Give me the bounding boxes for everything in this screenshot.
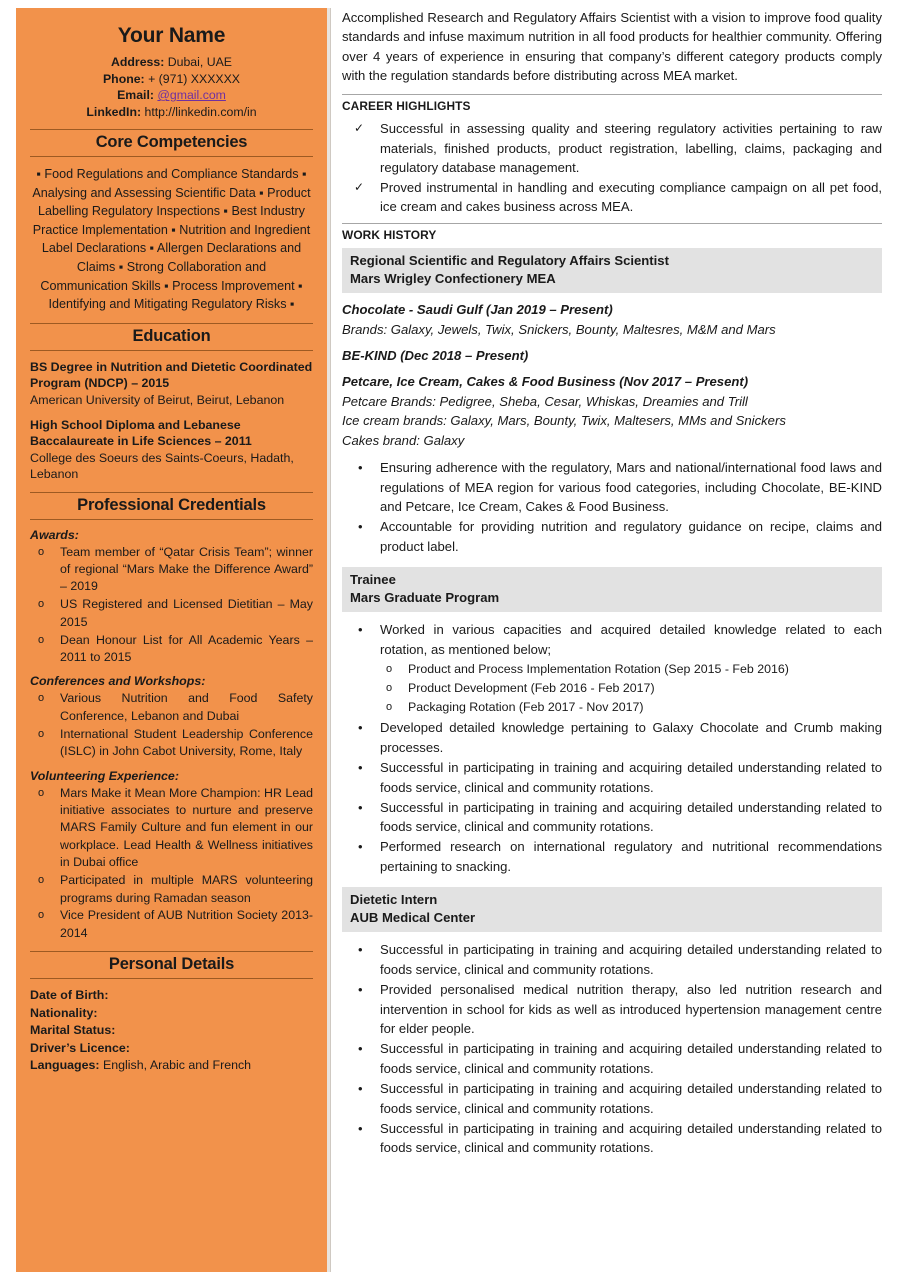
contact-address: [30, 54, 313, 71]
list-item: o US Registered and Licensed Dietitian – May 2015: [30, 596, 313, 631]
job-title: Regional Scientific and Regulatory Affairs Scientist: [350, 252, 669, 268]
core-competencies-text: ▪ Food Regulations and Compliance Standards ▪ Analysing and Assessing Scientific Data ▪ Product Labelling Regulatory Inspections ▪ Best Industry Practice Implementation ▪ Nutrition and Ingredient Label Declarations ▪ Allergen Declarations and Claims ▪ Strong Collaboration and Communication Skills ▪ Process Improvement ▪ Identifying and Mitigating Regulatory Risks ▪: [32, 167, 311, 312]
education-heading: Education: [30, 323, 313, 351]
work-history-heading: WORK HISTORY: [342, 223, 882, 242]
job-company: Mars Graduate Program: [350, 590, 500, 606]
phone-value: + (971) XXXXXX: [144, 71, 241, 86]
list-item: ✓ Proved instrumental in handling and executing compliance campaign on all pet food, ice cream and cakes business across MEA.: [342, 178, 882, 217]
career-highlights-heading: CAREER HIGHLIGHTS: [342, 94, 882, 113]
job-bullets: [342, 940, 882, 1158]
project-brands: Brands: Galaxy, Jewels, Twix, Snickers, Bounty, Maltesres, M&M and Mars: [342, 321, 776, 337]
education-item-title: BS Degree in Nutrition and Dietetic Coordinated Program (NDCP) – 2015: [30, 359, 313, 391]
volunteering-list: [30, 785, 313, 943]
phone-label: Phone:: [102, 71, 145, 86]
personal-detail-row: [30, 987, 313, 1005]
rotation-sublist: [380, 660, 882, 718]
credentials-heading: Professional Credentials: [30, 492, 313, 520]
list-item: o Dean Honour List for All Academic Years – 2011 to 2015: [30, 632, 313, 667]
job-title: Trainee: [350, 571, 396, 587]
work-history-entry: [342, 248, 882, 563]
contact-linkedin: [30, 104, 313, 121]
list-item: • Successful in participating in training and acquiring detailed understanding related to foods service, clinical and community rotations.: [342, 940, 882, 979]
email-link[interactable]: @gmail.com: [157, 88, 226, 102]
candidate-name: Your Name: [117, 24, 226, 47]
list-item: o Various Nutrition and Food Safety Conference, Lebanon and Dubai: [30, 690, 313, 725]
list-item-text: Worked in various capacities and acquired detailed knowledge related to each rotation, as mentioned below;: [380, 622, 882, 657]
credentials-group-label: Awards:: [30, 527, 79, 542]
education-item-institution: College des Soeurs des Saints-Coeurs, Hadath, Lebanon: [30, 450, 294, 482]
personal-detail-label: Driver’s Licence:: [30, 1040, 130, 1055]
personal-detail-label: Marital Status:: [30, 1023, 116, 1038]
main-column: [330, 0, 904, 1280]
personal-detail-value: English, Arabic and French: [99, 1058, 252, 1073]
personal-detail-label: Date of Birth:: [30, 988, 109, 1003]
linkedin-value: http://linkedin.com/in: [141, 104, 257, 119]
job-title: Dietetic Intern: [350, 891, 438, 907]
job-company: AUB Medical Center: [350, 910, 476, 926]
list-item: • Performed research on international regulatory and nutritional recommendations pertaining to snacking.: [342, 837, 882, 876]
address-value: Dubai, UAE: [164, 55, 232, 69]
list-item: • Successful in participating in training and acquiring detailed understanding related to foods service, clinical and community rotations.: [342, 1119, 882, 1158]
personal-details-list: [30, 987, 313, 1075]
career-highlights-list: [342, 119, 882, 217]
job-header-bar: [342, 887, 882, 932]
job-bullets: [342, 458, 882, 556]
list-item: o Team member of “Qatar Crisis Team”; winner of regional “Mars Make the Difference Award” – 2019: [30, 544, 313, 596]
job-header-bar: [342, 567, 882, 612]
education-item-title: High School Diploma and Lebanese Baccalaureate in Life Sciences – 2011: [30, 417, 252, 449]
project-title: Chocolate - Saudi Gulf (Jan 2019 – Present): [342, 302, 613, 318]
email-label: Email:: [117, 88, 154, 102]
address-label: Address:: [111, 55, 165, 69]
job-company: Mars Wrigley Confectionery MEA: [350, 270, 556, 286]
job-bullets: [342, 620, 882, 876]
professional-summary: Accomplished Research and Regulatory Affairs Scientist with a vision to improve food quality standards and infuse maximum nutrition in all food products for healthier community. Offering over 4 years of experience in ensuring that company’s different category products comply with the regulation standards before distributing across MEA market.: [342, 10, 882, 83]
education-item: [30, 417, 313, 483]
work-history-entry: [342, 567, 882, 883]
list-item: o Product Development (Feb 2016 - Feb 2017): [380, 679, 882, 698]
sidebar-container: [0, 0, 330, 1280]
job-header-bar: [342, 248, 882, 293]
list-item: o Product and Process Implementation Rotation (Sep 2015 - Feb 2016): [380, 660, 882, 679]
list-item: [342, 620, 882, 717]
education-item: [30, 359, 313, 408]
personal-detail-label: Languages:: [30, 1058, 100, 1073]
list-item: • Successful in participating in training and acquiring detailed understanding related to foods service, clinical and community rotations.: [342, 758, 882, 797]
list-item: o Mars Make it Mean More Champion: HR Lead initiative associates to nurture and preserve MARS Family Culture and fun element in our workplace. Lead Health & Wellness initiatives in Dubai office: [30, 785, 313, 872]
sidebar: [16, 8, 330, 1272]
list-item: • Successful in participating in training and acquiring detailed understanding related to foods service, clinical and community rotations.: [342, 798, 882, 837]
awards-list: [30, 544, 313, 667]
list-item: o International Student Leadership Conference (ISLC) in John Cabot University, Rome, Italy: [30, 726, 313, 761]
personal-detail-label: Nationality:: [30, 1005, 98, 1020]
project-brands: Cakes brand: Galaxy: [342, 432, 465, 448]
project-brands: Ice cream brands: Galaxy, Mars, Bounty, Twix, Maltesers, MMs and Snickers: [342, 413, 786, 429]
contact-email: [30, 87, 313, 104]
personal-detail-row: [30, 1040, 313, 1058]
list-item: o Participated in multiple MARS volunteering programs during Ramadan season: [30, 872, 313, 907]
personal-detail-row: [30, 1022, 313, 1040]
education-item-institution: American University of Beirut, Beirut, Lebanon: [30, 392, 285, 407]
personal-detail-row: [30, 1057, 313, 1075]
personal-details-heading: Personal Details: [30, 951, 313, 979]
list-item: o Packaging Rotation (Feb 2017 - Nov 2017): [380, 698, 882, 717]
credentials-group-label: Conferences and Workshops:: [30, 674, 206, 689]
project-title: Petcare, Ice Cream, Cakes & Food Business (Nov 2017 – Present): [342, 374, 749, 390]
conferences-list: [30, 690, 313, 760]
list-item: • Successful in participating in training and acquiring detailed understanding related to foods service, clinical and community rotations.: [342, 1039, 882, 1078]
core-competencies-heading: Core Competencies: [30, 129, 313, 157]
list-item: • Accountable for providing nutrition and regulatory guidance on recipe, claims and product label.: [342, 517, 882, 556]
linkedin-label: LinkedIn:: [86, 104, 142, 119]
personal-detail-row: [30, 1005, 313, 1023]
project-brands: Petcare Brands: Pedigree, Sheba, Cesar, Whiskas, Dreamies and Trill: [342, 393, 748, 409]
list-item: o Vice President of AUB Nutrition Society 2013-2014: [30, 907, 313, 942]
list-item: • Provided personalised medical nutrition therapy, also led nutrition research and intervention in school for kids as well as introduced hypertension management centre for elder people.: [342, 980, 882, 1039]
list-item: ✓ Successful in assessing quality and steering regulatory activities pertaining to raw materials, finished products, product registration, labelling, claims, packaging and regulatory database management.: [342, 119, 882, 178]
list-item: • Successful in participating in training and acquiring detailed understanding related to foods service, clinical and community rotations.: [342, 1079, 882, 1118]
list-item: • Ensuring adherence with the regulatory, Mars and national/international food laws and regulations of MEA region for various food categories, including Chocolate, BE-KIND and Petcare, Ice Cream, Cakes & Food Business.: [342, 458, 882, 517]
project-title: BE-KIND (Dec 2018 – Present): [342, 347, 529, 363]
contact-phone: [30, 71, 313, 88]
education-list: [30, 359, 313, 483]
list-item: • Developed detailed knowledge pertaining to Galaxy Chocolate and Crumb making processes.: [342, 718, 882, 757]
credentials-group-label: Volunteering Experience:: [30, 768, 179, 783]
work-history-entry: [342, 887, 882, 1158]
